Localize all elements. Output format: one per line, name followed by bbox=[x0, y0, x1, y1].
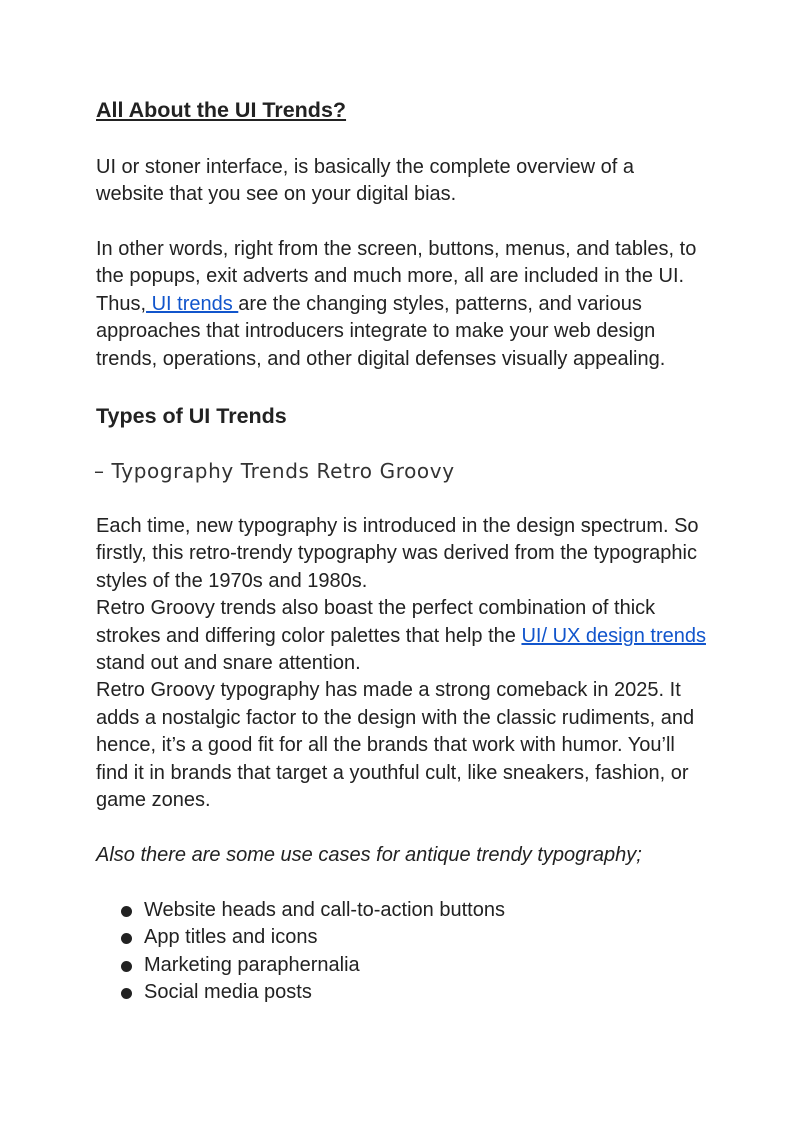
list-item-text: Website heads and call-to-action buttons bbox=[144, 899, 505, 921]
retro-groovy-line-b bbox=[96, 595, 706, 677]
subheading: – Typography Trends Retro Groovy bbox=[94, 459, 455, 483]
para2-text-before: In other words, right from the screen, buttons, menus, and tables, to the popups, exit adverts and much more, all are included in the UI. Thus, bbox=[96, 238, 697, 315]
list-item-text: Marketing paraphernalia bbox=[144, 953, 360, 976]
retro-groovy-line-a: Each time, new typography is introduced in the design spectrum. So firstly, this retro-trendy typography was derived from the typographic styles of the 1970s and 1980s. bbox=[96, 515, 699, 592]
list-item bbox=[144, 979, 505, 1006]
bullet-icon bbox=[121, 933, 132, 944]
retro-groovy-paragraph bbox=[96, 513, 706, 814]
ui-ux-design-trends-link[interactable]: UI/ UX design trends bbox=[521, 624, 706, 647]
use-cases-list bbox=[144, 897, 505, 1007]
line-b-text-before: Retro Groovy trends also boast the perfect combination of thick strokes and differing color palettes that help the bbox=[96, 597, 656, 647]
list-item bbox=[144, 924, 505, 951]
bullet-icon bbox=[121, 906, 132, 917]
para2-text-after: are the changing styles, patterns, and various approaches that introducers integrate to make your web design trends, operations, and other digital defenses visually appealing. bbox=[96, 292, 666, 370]
list-item-text: Social media posts bbox=[144, 981, 312, 1004]
ui-definition-paragraph bbox=[96, 236, 706, 373]
use-cases-intro: Also there are some use cases for antique trendy typography; bbox=[96, 844, 642, 866]
retro-groovy-line-c: Retro Groovy typography has made a strong comeback in 2025. It adds a nostalgic factor to the design with the classic rudiments, and hence, it’s a good fit for all the brands that work with humor. You’ll find it in brands that target a youthful cult, like sneakers, fashion, or game zones. bbox=[96, 679, 695, 812]
intro-paragraph: UI or stoner interface, is basically the complete overview of a website that you see on your digital bias. bbox=[96, 156, 635, 206]
bullet-icon bbox=[121, 988, 132, 999]
list-item bbox=[144, 897, 505, 924]
line-b-text-after: stand out and snare attention. bbox=[96, 652, 361, 675]
ui-trends-link[interactable]: UI trends bbox=[146, 292, 239, 315]
section-heading: Types of UI Trends bbox=[96, 404, 287, 428]
bullet-icon bbox=[121, 961, 132, 972]
list-item bbox=[144, 952, 505, 979]
page-title: All About the UI Trends? bbox=[96, 98, 347, 122]
list-item-text: App titles and icons bbox=[144, 926, 318, 949]
